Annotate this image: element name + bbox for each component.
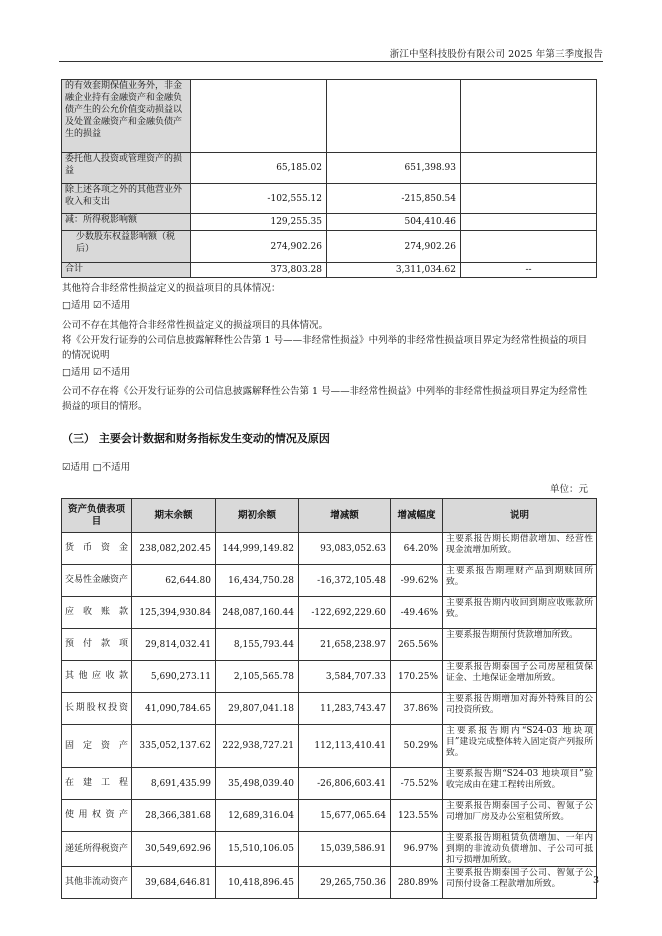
table-row bbox=[62, 533, 597, 565]
no-reclassification-statement: 公司不存在将《公开发行证券的公司信息披露解释性公告第 1 号——非经常性损益》中列举的非经常性损益项目界定为经常性损益的项目的情形。 bbox=[62, 386, 588, 412]
ytd-value: 651,398.93 bbox=[327, 153, 461, 184]
checked-checkbox-icon: ☑ bbox=[93, 300, 102, 311]
begin-balance-value: 29,807,041.18 bbox=[216, 693, 299, 725]
table-row bbox=[62, 214, 597, 231]
note-cell bbox=[461, 214, 597, 231]
note-cell bbox=[461, 231, 597, 263]
change-value: 11,283,743.47 bbox=[299, 693, 391, 725]
column-header-explanation: 说明 bbox=[443, 499, 597, 533]
row-item-label: 货币资金 bbox=[62, 533, 132, 565]
table-row bbox=[62, 867, 597, 899]
column-header-begin-balance: 期初余额 bbox=[216, 499, 299, 533]
change-pct-value: 37.86% bbox=[391, 693, 443, 725]
change-pct-value: 50.29% bbox=[391, 725, 443, 768]
begin-balance-value: 35,498,039.40 bbox=[216, 768, 299, 800]
table-row bbox=[62, 629, 597, 661]
change-value: -16,372,105.48 bbox=[299, 565, 391, 597]
change-value: 112,113,410.41 bbox=[299, 725, 391, 768]
current-period-value bbox=[191, 80, 327, 153]
change-pct-value: 280.89% bbox=[391, 867, 443, 899]
row-item-label: 固定资产 bbox=[62, 725, 132, 768]
table-row bbox=[62, 768, 597, 800]
change-pct-value: 123.55% bbox=[391, 800, 443, 832]
column-header-item: 资产负债表项目 bbox=[62, 499, 132, 533]
table-row bbox=[62, 184, 597, 214]
change-value: 21,658,238.97 bbox=[299, 629, 391, 661]
applicability-option bbox=[62, 365, 596, 380]
change-value: -26,806,603.41 bbox=[299, 768, 391, 800]
explanation-text: 主要系报告期泰国子公司、智氪子公司增加厂房及办公室租赁所致。 bbox=[443, 800, 597, 832]
unchecked-checkbox-icon: □ bbox=[62, 367, 71, 378]
end-balance-value: 28,366,381.68 bbox=[132, 800, 216, 832]
change-pct-value: -99.62% bbox=[391, 565, 443, 597]
checked-checkbox-icon: ☑ bbox=[62, 462, 71, 473]
table-row bbox=[62, 565, 597, 597]
row-label: 合计 bbox=[62, 263, 191, 278]
explanation-text: 主要系报告期租赁负债增加、一年内到期的非流动负债增加、子公司可抵扣亏损增加所致。 bbox=[443, 832, 597, 867]
balance-sheet-changes-table bbox=[61, 498, 597, 899]
end-balance-value: 30,549,692.96 bbox=[132, 832, 216, 867]
explanation-text: 主要系报告期长期借款增加、经营性现金流增加所致。 bbox=[443, 533, 597, 565]
begin-balance-value: 8,155,793.44 bbox=[216, 629, 299, 661]
note-cell bbox=[461, 153, 597, 184]
change-value: 29,265,750.36 bbox=[299, 867, 391, 899]
row-item-label: 预付款项 bbox=[62, 629, 132, 661]
unchecked-checkbox-icon: □ bbox=[62, 300, 71, 311]
applicable-label: 适用 bbox=[70, 367, 90, 378]
page-number: 3 bbox=[592, 875, 599, 886]
table-row bbox=[62, 263, 597, 278]
explanation-text: 主要系报告期泰国子公司、智氪子公司预付设备工程款增加所致。 bbox=[443, 867, 597, 899]
end-balance-value: 335,052,137.62 bbox=[132, 725, 216, 768]
table-header-row bbox=[62, 499, 597, 533]
explanation-text: 主要系报告期理财产品到期赎回所致。 bbox=[443, 565, 597, 597]
applicable-label: 适用 bbox=[70, 462, 90, 473]
begin-balance-value: 2,105,565.78 bbox=[216, 661, 299, 693]
ytd-value: 3,311,034.62 bbox=[327, 263, 461, 278]
row-label: 的有效套期保值业务外，非金融企业持有金融资产和金融负债产生的公允价值变动损益以及处置金融资产和金融负债产生的损益 bbox=[62, 80, 191, 153]
column-header-change: 增减额 bbox=[299, 499, 391, 533]
unit-label: 单位：元 bbox=[549, 484, 588, 495]
begin-balance-value: 12,689,316.04 bbox=[216, 800, 299, 832]
current-period-value: 65,185.02 bbox=[191, 153, 327, 184]
begin-balance-value: 16,434,750.28 bbox=[216, 565, 299, 597]
explanation-text: 主要系报告期内“S24-03 地块项目”建设完成整体转入固定资产列报所致。 bbox=[443, 725, 597, 768]
row-item-label: 其他应收款 bbox=[62, 661, 132, 693]
current-period-value: 373,803.28 bbox=[191, 263, 327, 278]
change-value: 93,083,052.63 bbox=[299, 533, 391, 565]
table-row bbox=[62, 661, 597, 693]
row-item-label: 使用权资产 bbox=[62, 800, 132, 832]
row-item-label: 交易性金融资产 bbox=[62, 565, 132, 597]
end-balance-value: 29,814,032.41 bbox=[132, 629, 216, 661]
change-pct-value: -75.52% bbox=[391, 768, 443, 800]
change-value: 3,584,707.33 bbox=[299, 661, 391, 693]
report-header-title: 浙江中坚科技股份有限公司 2025 年第三季度报告 bbox=[389, 49, 603, 60]
current-period-value: 274,902.26 bbox=[191, 231, 327, 263]
applicability-option bbox=[62, 460, 596, 475]
reclassification-heading: 将《公开发行证券的公司信息披露解释性公告第 1 号——非经常性损益》中列举的非经常性损益项目界定为经常性损益的项目的情况说明 bbox=[62, 335, 588, 361]
current-period-value: 129,255.35 bbox=[191, 214, 327, 231]
note-cell bbox=[461, 184, 597, 214]
begin-balance-value: 15,510,106.05 bbox=[216, 832, 299, 867]
checked-checkbox-icon: ☑ bbox=[93, 367, 102, 378]
note-cell bbox=[461, 80, 597, 153]
end-balance-value: 8,691,435.99 bbox=[132, 768, 216, 800]
explanation-text: 主要系报告期内收回到期应收账款所致。 bbox=[443, 597, 597, 629]
ytd-value bbox=[327, 80, 461, 153]
begin-balance-value: 144,999,149.82 bbox=[216, 533, 299, 565]
unchecked-checkbox-icon: □ bbox=[92, 462, 102, 473]
change-value: -122,692,229.60 bbox=[299, 597, 391, 629]
not-applicable-label: 不适用 bbox=[101, 300, 131, 311]
row-label: 减：所得税影响额 bbox=[62, 214, 191, 231]
end-balance-value: 41,090,784.65 bbox=[132, 693, 216, 725]
ytd-value: 504,410.46 bbox=[327, 214, 461, 231]
row-label: 除上述各项之外的其他营业外收入和支出 bbox=[62, 184, 191, 214]
explanation-text: 主要系报告期“S24-03 地块项目”验收完成由在建工程转出所致。 bbox=[443, 768, 597, 800]
table-row bbox=[62, 693, 597, 725]
end-balance-value: 62,644.80 bbox=[132, 565, 216, 597]
column-header-end-balance: 期末余额 bbox=[132, 499, 216, 533]
row-label: 委托他人投资或管理资产的损益 bbox=[62, 153, 191, 184]
change-pct-value: 170.25% bbox=[391, 661, 443, 693]
not-applicable-label: 不适用 bbox=[101, 367, 131, 378]
non-recurring-gains-table bbox=[61, 79, 597, 278]
ytd-value: 274,902.26 bbox=[327, 231, 461, 263]
explanation-text: 主要系报告期预付货款增加所致。 bbox=[443, 629, 597, 661]
section-title: （三） 主要会计数据和财务指标发生变动的情况及原因 bbox=[62, 432, 330, 445]
end-balance-value: 39,684,646.81 bbox=[132, 867, 216, 899]
row-item-label: 应收账款 bbox=[62, 597, 132, 629]
applicability-option bbox=[62, 298, 596, 313]
table-row bbox=[62, 800, 597, 832]
table-row bbox=[62, 231, 597, 263]
begin-balance-value: 222,938,727.21 bbox=[216, 725, 299, 768]
change-value: 15,039,586.91 bbox=[299, 832, 391, 867]
row-label: 少数股东权益影响额（税后） bbox=[62, 231, 191, 263]
end-balance-value: 238,082,202.45 bbox=[132, 533, 216, 565]
change-pct-value: -49.46% bbox=[391, 597, 443, 629]
current-period-value: -102,555.12 bbox=[191, 184, 327, 214]
header-divider bbox=[59, 61, 603, 62]
change-pct-value: 96.97% bbox=[391, 832, 443, 867]
not-applicable-label: 不适用 bbox=[101, 462, 131, 473]
column-header-change-pct: 增减幅度 bbox=[391, 499, 443, 533]
table-row bbox=[62, 597, 597, 629]
applicable-label: 适用 bbox=[70, 300, 90, 311]
table-row bbox=[62, 80, 597, 153]
row-item-label: 其他非流动资产 bbox=[62, 867, 132, 899]
row-item-label: 长期股权投资 bbox=[62, 693, 132, 725]
row-item-label: 在建工程 bbox=[62, 768, 132, 800]
end-balance-value: 125,394,930.84 bbox=[132, 597, 216, 629]
change-value: 15,677,065.64 bbox=[299, 800, 391, 832]
begin-balance-value: 10,418,896.45 bbox=[216, 867, 299, 899]
explanation-text: 主要系报告期增加对海外特殊目的公司投资所致。 bbox=[443, 693, 597, 725]
no-other-items-statement: 公司不存在其他符合非经常性损益定义的损益项目的具体情况。 bbox=[62, 320, 329, 331]
explanation-text: 主要系报告期泰国子公司房屋租赁保证金、土地保证金增加所致。 bbox=[443, 661, 597, 693]
begin-balance-value: 248,087,160.44 bbox=[216, 597, 299, 629]
table-row bbox=[62, 153, 597, 184]
change-pct-value: 64.20% bbox=[391, 533, 443, 565]
ytd-value: -215,850.54 bbox=[327, 184, 461, 214]
table-row bbox=[62, 725, 597, 768]
other-items-heading: 其他符合非经常性损益定义的损益项目的具体情况： bbox=[62, 283, 281, 294]
note-cell: -- bbox=[461, 263, 597, 278]
end-balance-value: 5,690,273.11 bbox=[132, 661, 216, 693]
row-item-label: 递延所得税资产 bbox=[62, 832, 132, 867]
change-pct-value: 265.56% bbox=[391, 629, 443, 661]
table-row bbox=[62, 832, 597, 867]
